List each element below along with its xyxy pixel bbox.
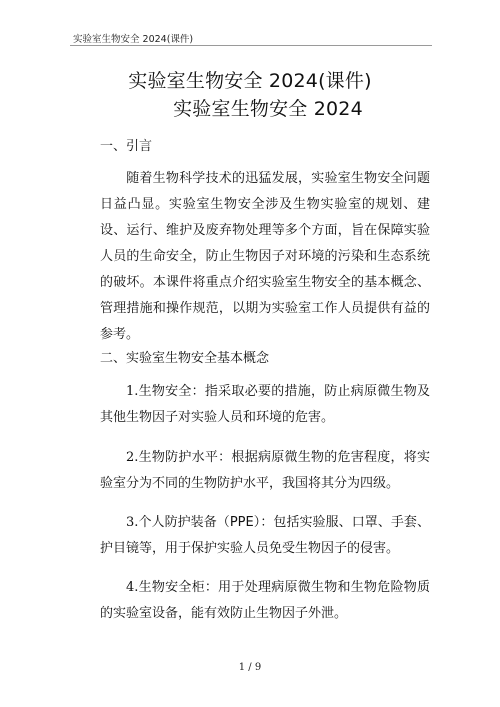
concept-item-number: 2.	[126, 450, 139, 465]
concept-item-text: 个人防护装备（PPE）：包括实验服、口罩、手套、护目镜等，用于保护实验人员免受生物因子的侵害。	[100, 515, 430, 556]
concept-item-text: 生物安全：指采取必要的措施，防止病原微生物及其他生物因子对实验人员和环境的危害。	[100, 384, 430, 425]
concept-item-number: 1.	[126, 384, 139, 399]
section-heading-intro: 一、引言	[100, 139, 153, 154]
intro-paragraph-text: 随着生物科学技术的迅猛发展，实验室生物安全问题日益凸显。实验室生物安全涉及生物实验室的规划、建设、运行、维护及废弃物处理等多个方面，旨在保障实验人员的生命安全，防止生物因子对环境的污染和生态系统的破坏。本课件将重点介绍实验室生物安全的基本概念、管理措施和操作规范，以期为实验室工作人员提供有益的参考。	[100, 171, 430, 342]
concept-item	[100, 379, 430, 431]
running-header: 实验室生物安全 2024(课件)	[73, 34, 194, 45]
concept-item-text: 生物防护水平：根据病原微生物的危害程度，将实验室分为不同的生物防护水平，我国将其分为四级。	[100, 450, 430, 491]
concept-item	[100, 445, 430, 497]
concept-item	[100, 575, 430, 627]
document-subtitle: 实验室生物安全 2024	[173, 98, 363, 120]
concept-item-number: 4.	[126, 580, 139, 595]
document-title: 实验室生物安全 2024(课件)	[128, 70, 372, 92]
concept-item	[100, 510, 430, 562]
section-heading-concepts: 二、实验室生物安全基本概念	[100, 351, 270, 366]
page-indicator: 1 / 9	[238, 662, 262, 673]
concept-item-number: 3.	[126, 515, 139, 530]
concept-item-text: 生物安全柜：用于处理病原微生物和生物危险物质的实验室设备，能有效防止生物因子外泄。	[100, 580, 430, 621]
intro-paragraph	[100, 166, 430, 348]
header-rule	[70, 45, 432, 46]
